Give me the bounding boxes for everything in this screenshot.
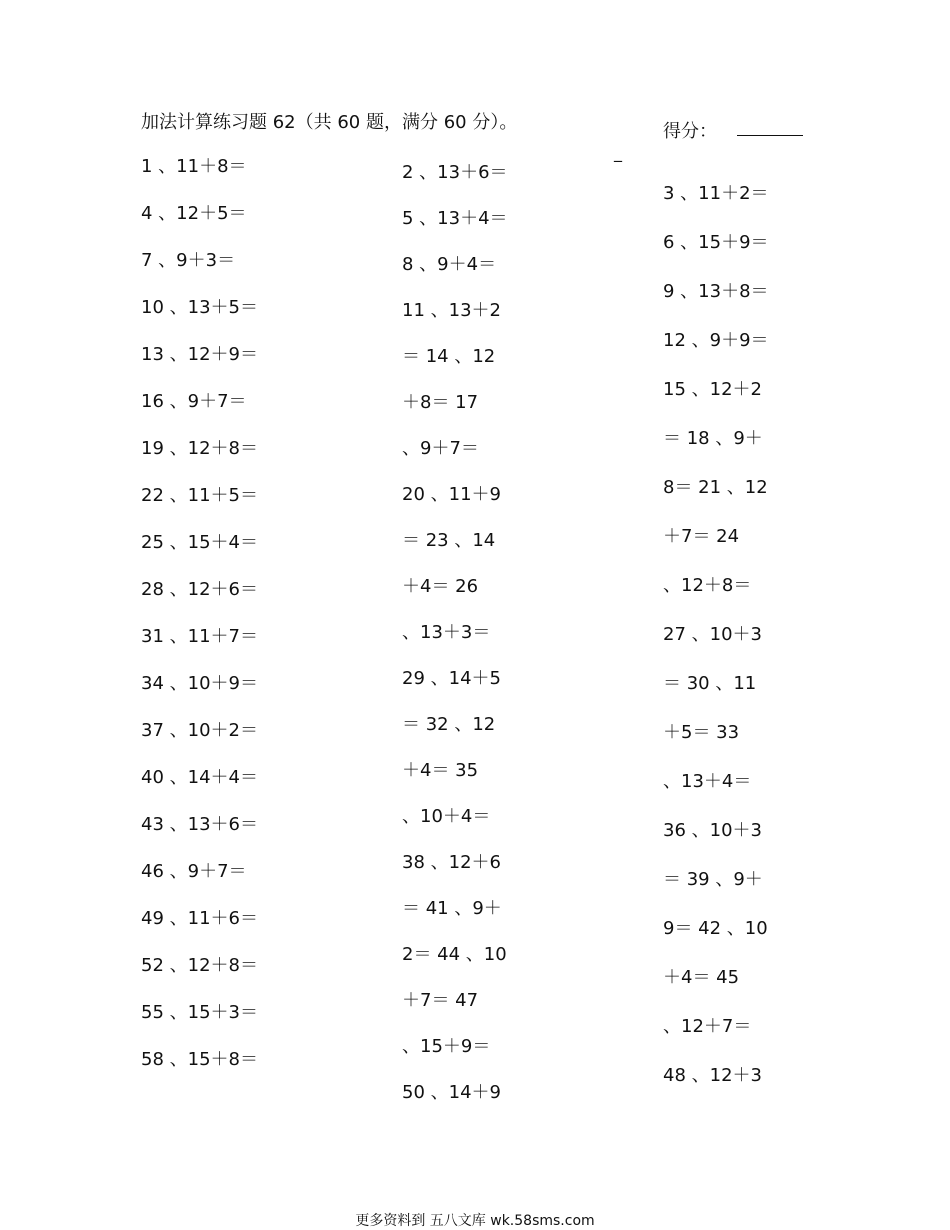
problem-item: 、15＋9＝ bbox=[402, 1036, 491, 1057]
stray-mark: _ bbox=[614, 143, 622, 162]
problem-item: 28 、12＋6＝ bbox=[141, 579, 258, 600]
problem-item: ＝ 23 、14 bbox=[402, 530, 496, 551]
problem-item: 22 、11＋5＝ bbox=[141, 485, 258, 506]
problem-item: ＝ 41 、9＋ bbox=[402, 898, 502, 919]
problem-item: 11 、13＋2 bbox=[402, 300, 501, 321]
problem-item: 46 、9＋7＝ bbox=[141, 861, 247, 882]
problem-item: 6 、15＋9＝ bbox=[663, 232, 769, 253]
problem-item: 40 、14＋4＝ bbox=[141, 767, 258, 788]
problem-item: ＝ 18 、9＋ bbox=[663, 428, 763, 449]
problem-item: 1 、11＋8＝ bbox=[141, 156, 247, 177]
problem-item: 13 、12＋9＝ bbox=[141, 344, 258, 365]
problem-item: 、9＋7＝ bbox=[402, 438, 479, 459]
problem-item: 12 、9＋9＝ bbox=[663, 330, 769, 351]
problem-item: ＋4＝ 45 bbox=[663, 967, 740, 988]
problem-item: 29 、14＋5 bbox=[402, 668, 501, 689]
problem-item: 8＝ 21 、12 bbox=[663, 477, 768, 498]
problem-item: 36 、10＋3 bbox=[663, 820, 762, 841]
footer-watermark: 更多资料到 五八文库 wk.58sms.com bbox=[355, 1213, 595, 1229]
problem-item: 38 、12＋6 bbox=[402, 852, 501, 873]
score-blank-line bbox=[737, 135, 803, 136]
problem-item: 、10＋4＝ bbox=[402, 806, 491, 827]
problem-item: 、13＋3＝ bbox=[402, 622, 491, 643]
problem-item: 31 、11＋7＝ bbox=[141, 626, 258, 647]
problem-item: 48 、12＋3 bbox=[663, 1065, 762, 1086]
problem-item: 、13＋4＝ bbox=[663, 771, 752, 792]
problem-item: ＋7＝ 47 bbox=[402, 990, 479, 1011]
problem-item: ＋5＝ 33 bbox=[663, 722, 740, 743]
problem-item: 16 、9＋7＝ bbox=[141, 391, 247, 412]
problem-item: 9＝ 42 、10 bbox=[663, 918, 768, 939]
problem-item: 9 、13＋8＝ bbox=[663, 281, 769, 302]
problem-item: 、12＋8＝ bbox=[663, 575, 752, 596]
problem-item: 4 、12＋5＝ bbox=[141, 203, 247, 224]
problem-item: 34 、10＋9＝ bbox=[141, 673, 258, 694]
problem-item: 2＝ 44 、10 bbox=[402, 944, 507, 965]
problem-item: 8 、9＋4＝ bbox=[402, 254, 497, 275]
problem-item: 15 、12＋2 bbox=[663, 379, 762, 400]
problem-item: 50 、14＋9 bbox=[402, 1082, 501, 1103]
problem-item: ＋8＝ 17 bbox=[402, 392, 479, 413]
problem-item: 20 、11＋9 bbox=[402, 484, 501, 505]
problem-item: 3 、11＋2＝ bbox=[663, 183, 769, 204]
problem-item: ＋7＝ 24 bbox=[663, 526, 740, 547]
problem-item: ＝ 14 、12 bbox=[402, 346, 496, 367]
problem-item: 25 、15＋4＝ bbox=[141, 532, 258, 553]
problem-item: 43 、13＋6＝ bbox=[141, 814, 258, 835]
problem-item: 27 、10＋3 bbox=[663, 624, 762, 645]
problem-item: 、12＋7＝ bbox=[663, 1016, 752, 1037]
page-title: 加法计算练习题 62（共 60 题，满分 60 分）。 bbox=[141, 112, 518, 133]
problem-item: 2 、13＋6＝ bbox=[402, 162, 508, 183]
problem-item: 58 、15＋8＝ bbox=[141, 1049, 258, 1070]
problem-item: 19 、12＋8＝ bbox=[141, 438, 258, 459]
problem-item: 52 、12＋8＝ bbox=[141, 955, 258, 976]
problem-item: ＝ 30 、11 bbox=[663, 673, 757, 694]
problem-item: 55 、15＋3＝ bbox=[141, 1002, 258, 1023]
problem-item: 37 、10＋2＝ bbox=[141, 720, 258, 741]
problem-item: ＋4＝ 26 bbox=[402, 576, 479, 597]
problem-item: 7 、9＋3＝ bbox=[141, 250, 236, 271]
problem-item: ＋4＝ 35 bbox=[402, 760, 479, 781]
score-label: 得分： bbox=[663, 121, 717, 142]
problem-item: ＝ 39 、9＋ bbox=[663, 869, 763, 890]
problem-item: 10 、13＋5＝ bbox=[141, 297, 258, 318]
problem-item: 5 、13＋4＝ bbox=[402, 208, 508, 229]
problem-item: ＝ 32 、12 bbox=[402, 714, 496, 735]
problem-item: 49 、11＋6＝ bbox=[141, 908, 258, 929]
